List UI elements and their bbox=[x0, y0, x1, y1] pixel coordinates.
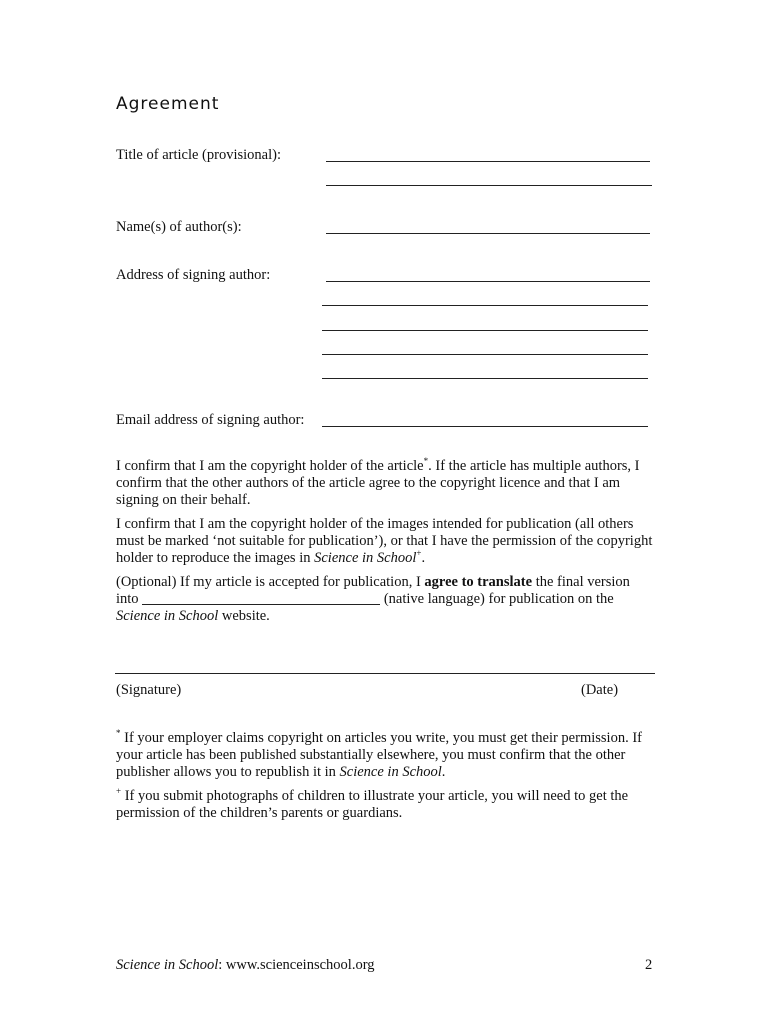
date-label: (Date) bbox=[581, 682, 619, 698]
email-label: Email address of signing author: bbox=[116, 412, 305, 428]
footer-publication: Science in School: www.scienceinschool.org bbox=[116, 957, 375, 973]
address-field-line-5[interactable] bbox=[322, 378, 648, 379]
authors-field-line[interactable] bbox=[326, 233, 650, 234]
title-label: Title of article (provisional): bbox=[116, 147, 281, 163]
authors-label: Name(s) of author(s): bbox=[116, 219, 242, 235]
native-language-field[interactable] bbox=[142, 591, 380, 605]
page-title: Agreement bbox=[116, 94, 220, 114]
footnote-children-photographs: + If you submit photographs of children to illustrate your article, you will need to get the permission of the children’s parents or guardians. bbox=[116, 786, 629, 821]
signature-label: (Signature) bbox=[116, 682, 182, 698]
asterisk-footnote-mark: * bbox=[423, 456, 429, 466]
translation-paragraph: (Optional) If my article is accepted for publication, I agree to translate the final version into (native language) for publication on the Science in School website. bbox=[116, 574, 630, 624]
title-field-line-1[interactable] bbox=[326, 161, 650, 162]
address-field-line-2[interactable] bbox=[322, 305, 648, 306]
address-field-line-1[interactable] bbox=[326, 281, 650, 282]
images-confirmation-paragraph: I confirm that I am the copyright holder of the images intended for publication (all others must be marked ‘not suitable for publication’), or that I have the permission of the copyright holder to reproduce the images in Science in School+. bbox=[116, 516, 653, 566]
page-number: 2 bbox=[645, 957, 653, 973]
plus-footnote-mark: + bbox=[416, 548, 422, 558]
email-field-line[interactable] bbox=[322, 426, 648, 427]
address-label: Address of signing author: bbox=[116, 267, 271, 283]
address-field-line-3[interactable] bbox=[322, 330, 648, 331]
copyright-confirmation-paragraph: I confirm that I am the copyright holder of the article*. If the article has multiple authors, I confirm that the other authors of the article agree to the copyright licence and that I am signing on their behalf. bbox=[116, 456, 640, 508]
title-field-line-2[interactable] bbox=[326, 185, 652, 186]
signature-line[interactable] bbox=[115, 673, 655, 674]
address-field-line-4[interactable] bbox=[322, 354, 648, 355]
footnote-employer-copyright: * If your employer claims copyright on articles you write, you must get their permission. If your article has been published substantially elsewhere, you must confirm that the other publisher allows you to republish it in Science in School. bbox=[116, 728, 642, 780]
